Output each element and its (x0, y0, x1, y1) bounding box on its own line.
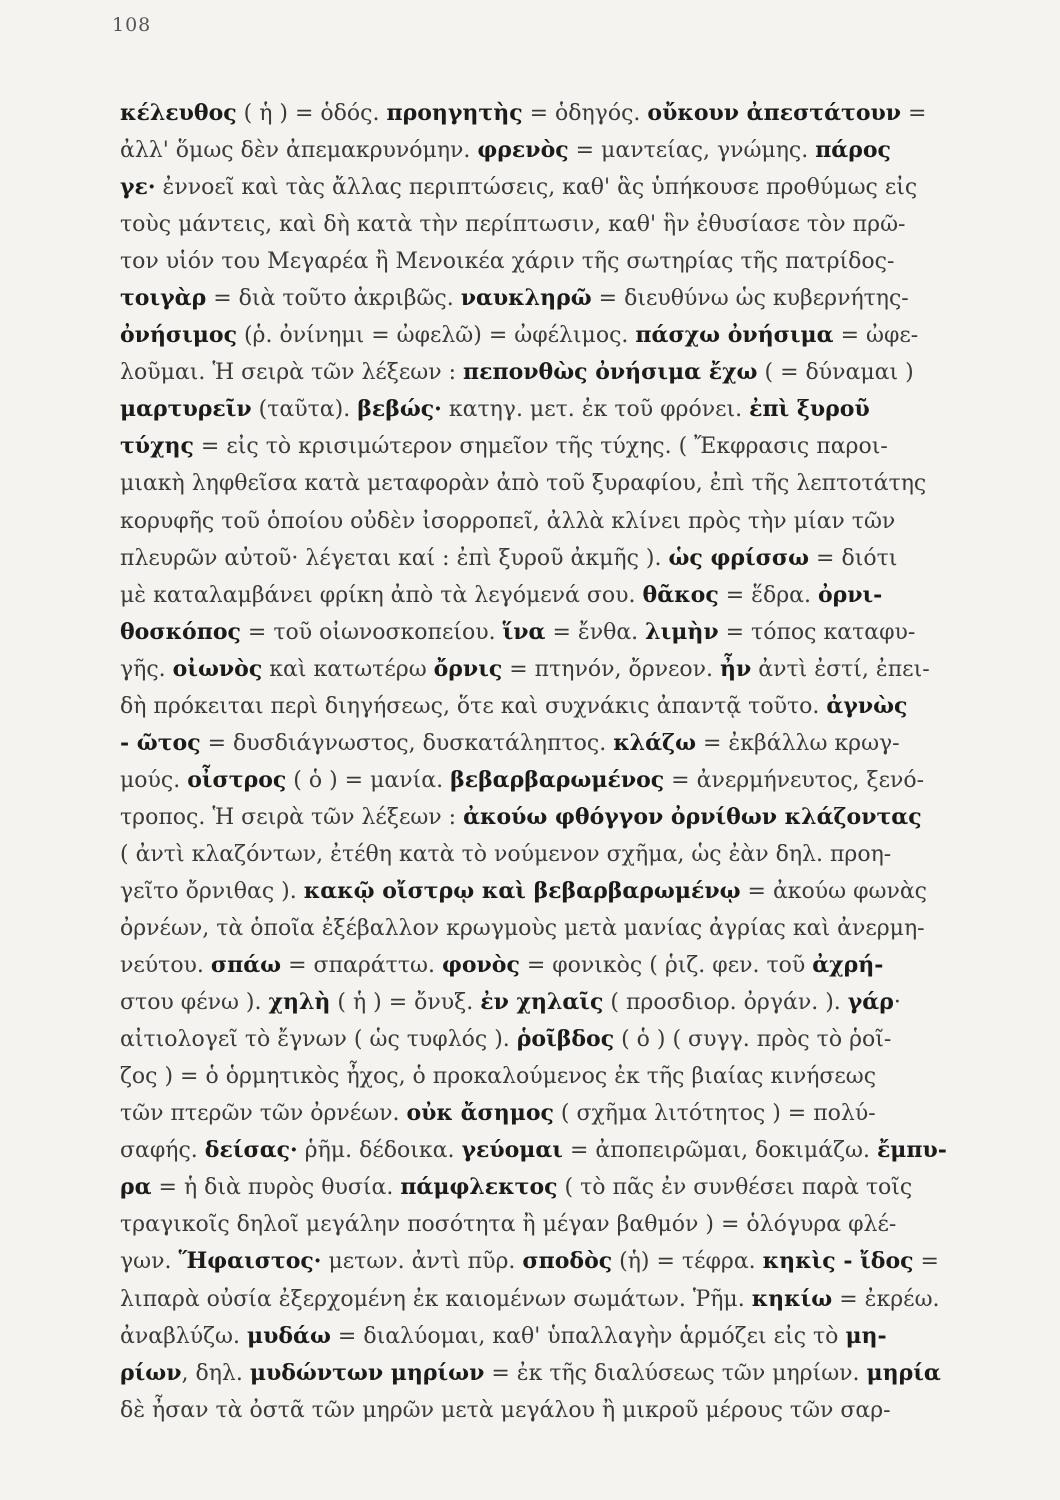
gloss-text: = ἐκρέω. (832, 1286, 940, 1312)
text-line (120, 1132, 1035, 1169)
headword: πεπονθὼς ὀνήσιμα ἔχω (463, 359, 758, 386)
gloss-text: (ταῦτα). (251, 397, 358, 423)
text-line (120, 503, 1035, 540)
headword: βεβώς· (357, 396, 442, 423)
gloss-text: = φονικὸς ( ῥιζ. φεν. τοῦ (519, 953, 813, 979)
headword: μη- (845, 1322, 887, 1349)
text-line (120, 317, 1035, 354)
gloss-text: λοῦμαι. Ἡ σειρὰ τῶν λέξεων : (120, 360, 464, 386)
headword: ὡς φρίσσω (668, 544, 810, 571)
gloss-text: τραγικοῖς δηλοῖ μεγάλην ποσότητα ἢ μέγαν βαθμόν ) = ὁλόγυρα φλέ- (120, 1212, 897, 1238)
gloss-text: κορυφῆς τοῦ ὁποίου οὐδὲν ἰσορροπεῖ, ἀλλὰ κλίνει πρὸς τὴν μίαν τῶν (120, 508, 896, 534)
headword: τοιγὰρ (120, 285, 207, 312)
gloss-text: τον υἱόν του Μεγαρέα ἢ Μενοικέα χάριν τῆς σωτηρίας τῆς πατρίδος- (120, 249, 895, 275)
gloss-text: πλευρῶν αὐτοῦ· λέγεται καί : ἐπὶ ξυροῦ ἀκμῆς ). (120, 545, 669, 571)
headword: ἀκούω φθόγγον ὀρνίθων κλάζοντας (463, 803, 922, 830)
text-line (120, 465, 1035, 502)
headword: φρενὸς (477, 137, 569, 164)
gloss-text: = διευθύνω ὡς κυβερνήτης- (591, 286, 909, 312)
gloss-text: γεῖτο ὄρνιθας ). (120, 878, 304, 904)
gloss-text: τῶν πτερῶν τῶν ὀρνέων. (120, 1101, 407, 1127)
gloss-text: = πτηνόν, ὄρνεον. (502, 656, 721, 682)
headword: οἰωνὸς (172, 655, 263, 682)
headword: ἀγνὼς (826, 692, 908, 719)
gloss-text: δὴ πρόκειται περὶ διηγήσεως, ὅτε καὶ συχνάκις ἀπαντᾷ τοῦτο. (120, 693, 827, 719)
headword: μυδώντων μηρίων (249, 1359, 485, 1386)
text-line (120, 947, 1035, 984)
headword: δείσας· (204, 1137, 298, 1164)
gloss-text: σαφής. (120, 1138, 205, 1164)
text-line (120, 540, 1035, 577)
gloss-text: μὲ καταλαμβάνει φρίκη ἀπὸ τὰ λεγόμενά σου. (120, 582, 643, 608)
headword: οὔκουν ἀπεστάτουν (647, 100, 902, 126)
gloss-text: = ὠφε- (833, 323, 919, 349)
headword: πάσχω ὀνήσιμα (635, 322, 834, 349)
gloss-text: = ὁδηγός. (522, 101, 648, 126)
gloss-text: = (901, 101, 927, 126)
headword: γε· (120, 174, 156, 201)
gloss-text: δὲ ἦσαν τὰ ὀστᾶ τῶν μηρῶν μετὰ μεγάλου ἢ μικροῦ μέρους τῶν σαρ- (120, 1397, 891, 1423)
text-line (120, 1318, 1035, 1355)
gloss-text: = ἀνερμήνευτος, ξενό- (664, 767, 925, 793)
headword: ἐν χηλαῖς (480, 989, 604, 1016)
headword: οἶστρος (187, 766, 287, 793)
gloss-text: = ἡ διὰ πυρὸς θυσία. (151, 1175, 401, 1201)
headword: κηκίω (751, 1285, 833, 1312)
gloss-text: αἰτιολογεῖ τὸ ἔγνων ( ὡς τυφλός ). (120, 1027, 517, 1053)
text-line (120, 1058, 1035, 1095)
headword: πάμφλεκτος (400, 1174, 558, 1201)
text-line (120, 1095, 1035, 1132)
headword: ἔμπυ- (876, 1137, 947, 1164)
headword: ἵνα (502, 618, 546, 645)
gloss-text: = ἐκβάλλω κρωγ- (696, 730, 900, 756)
headword: κακῷ οἴστρῳ καὶ βεβαρβαρωμένῳ (303, 877, 741, 904)
gloss-text: μιακὴ ληφθεῖσα κατὰ μεταφορὰν ἀπὸ τοῦ ξυραφίου, ἐπὶ τῆς λεπτοτάτης (120, 471, 927, 497)
gloss-text: = σπαράττω. (281, 953, 442, 979)
gloss-text: γων. (120, 1249, 179, 1275)
headword: κέλευθος (120, 100, 237, 126)
gloss-text: ( ὁ ) ( συγγ. πρὸς τὸ ῥοῖ- (614, 1027, 892, 1053)
headword: χηλὴ (268, 989, 331, 1016)
text-line (120, 1169, 1035, 1206)
headword: φονὸς (441, 952, 520, 979)
gloss-text: = δυσδιάγνωστος, δυσκατάληπτος. (200, 730, 614, 756)
headword: λιμὴν (645, 618, 719, 645)
headword: ὀρνι- (817, 581, 883, 608)
headword: οὐκ ἄσημος (406, 1100, 554, 1127)
gloss-text: ἀναβλύζω. (120, 1323, 247, 1349)
text-line (120, 243, 1035, 280)
text-line (120, 428, 1035, 465)
gloss-text: = ἔνθα. (545, 619, 646, 645)
text-line (120, 132, 1035, 169)
headword: ἦν (720, 655, 752, 682)
headword: μαρτυρεῖν (120, 396, 252, 423)
headword: θοσκόπος (120, 618, 241, 645)
gloss-text: ( = δύναμαι ) (757, 360, 914, 386)
headword: βεβαρβαρωμένος (450, 766, 665, 793)
page-number: 108 (112, 14, 152, 36)
headword: τύχης (120, 433, 194, 460)
headword: - ῶτος (120, 729, 201, 756)
headword: κηκὶς - ἴδος (762, 1248, 914, 1275)
text-line (120, 873, 1035, 910)
text-line (120, 984, 1035, 1021)
gloss-text: = τοῦ οἰωνοσκοπείου. (240, 619, 503, 645)
gloss-text: ἐννοεῖ καὶ τὰς ἄλλας περιπτώσεις, καθ' ἃς ὑπήκουσε προθύμως εἰς (155, 175, 918, 201)
text-line (120, 280, 1035, 317)
text-line (120, 1243, 1035, 1280)
gloss-text: = ἐκ τῆς διαλύσεως τῶν μηρίων. (484, 1360, 867, 1386)
gloss-text: · (893, 990, 901, 1016)
text-line (120, 688, 1035, 725)
gloss-text: (ἡ) = τέφρα. (612, 1249, 763, 1275)
gloss-text: λιπαρὰ οὐσία ἐξερχομένη ἐκ καιομένων σωμάτων. Ῥῆμ. (120, 1286, 752, 1312)
gloss-text: ( σχῆμα λιτότητος ) = πολύ- (553, 1101, 876, 1127)
text-line (120, 577, 1035, 614)
gloss-text: ῥῆμ. δέδοικα. (297, 1138, 462, 1164)
gloss-text: = ἀποπειρῶμαι, δοκιμάζω. (562, 1138, 877, 1164)
gloss-text: καὶ κατωτέρω (262, 656, 434, 682)
headword: Ἥφαιστος· (178, 1248, 322, 1275)
text-line (120, 1392, 1035, 1429)
text-line (120, 725, 1035, 762)
gloss-text: ὀρνέων, τὰ ὁποῖα ἐξέβαλλον κρωγμοὺς μετὰ μανίας ἀγρίας καὶ ἀνερμη- (120, 916, 925, 942)
headword: ὀνήσιμος (120, 322, 237, 349)
text-body (120, 95, 1035, 1429)
text-line (120, 1281, 1035, 1318)
gloss-text: μούς. (120, 767, 188, 793)
gloss-text: ( ἡ ) = ὁδός. (236, 101, 387, 126)
headword: ρα (120, 1174, 152, 1201)
gloss-text: ( ὁ ) = μανία. (286, 767, 451, 793)
headword: γάρ (847, 989, 894, 1016)
gloss-text: κατηγ. μετ. ἐκ τοῦ φρόνει. (441, 397, 750, 423)
text-line (120, 206, 1035, 243)
headword: ναυκληρῶ (460, 285, 592, 312)
headword: κλάζω (613, 729, 697, 756)
headword: σπάω (210, 952, 282, 979)
headword: μηρία (866, 1359, 941, 1386)
gloss-text: τροπος. Ἡ σειρὰ τῶν λέξεων : (120, 804, 464, 830)
gloss-text: ( ἡ ) = ὄνυξ. (330, 990, 481, 1016)
text-line (120, 836, 1035, 873)
gloss-text: , δηλ. (181, 1360, 250, 1386)
gloss-text: τοὺς μάντεις, καὶ δὴ κατὰ τὴν περίπτωσιν, καθ' ἣν ἐθυσίασε τὸν πρῶ- (120, 212, 906, 238)
headword: ὄρνις (433, 655, 503, 682)
gloss-text: ζος ) = ὁ ὁρμητικὸς ἦχος, ὁ προκαλούμενος ἐκ τῆς βιαίας κινήσεως (120, 1064, 877, 1090)
gloss-text: = (913, 1249, 939, 1275)
text-line (120, 1355, 1035, 1392)
headword: γεύομαι (461, 1137, 563, 1164)
text-line (120, 910, 1035, 947)
headword: ῥοῖβδος (516, 1026, 615, 1053)
gloss-text: στου φένω ). (120, 990, 269, 1016)
headword: ρίων (120, 1359, 182, 1386)
text-line (120, 614, 1035, 651)
text-line (120, 391, 1035, 428)
text-line (120, 1206, 1035, 1243)
gloss-text: = ἀκούω φωνὰς (740, 878, 928, 904)
text-line (120, 799, 1035, 836)
headword: ἐπὶ ξυροῦ (749, 396, 870, 423)
gloss-text: ( προσδιορ. ὀργάν. ). (603, 990, 848, 1016)
headword: σποδὸς (522, 1248, 613, 1275)
headword: πάρος (815, 137, 891, 164)
gloss-text: ( ἀντὶ κλαζόντων, ἐτέθη κατὰ τὸ νούμενον σχῆμα, ὡς ἐὰν δηλ. προη- (120, 841, 892, 867)
gloss-text: ἀντὶ ἐστί, ἐπει- (751, 656, 930, 682)
headword: μυδάω (246, 1322, 331, 1349)
gloss-text: = μαντείας, γνώμης. (568, 138, 816, 164)
gloss-text: νεύτου. (120, 953, 211, 979)
gloss-text: = διαλύομαι, καθ' ὑπαλλαγὴν ἁρμόζει εἰς τὸ (330, 1323, 846, 1349)
text-line (120, 95, 1035, 132)
gloss-text: = εἰς τὸ κρισιμώτερον σημεῖον τῆς τύχης. ( Ἔκφρασις παροι- (193, 434, 888, 460)
headword: ἀχρή- (812, 952, 884, 979)
gloss-text: γῆς. (120, 656, 173, 682)
gloss-text: ( τὸ πᾶς ἐν συνθέσει παρὰ τοῖς (557, 1175, 913, 1201)
text-line (120, 354, 1035, 391)
gloss-text: = τόπος καταφυ- (718, 619, 916, 645)
text-line (120, 651, 1035, 688)
gloss-text: = διὰ τοῦτο ἀκριβῶς. (206, 286, 461, 312)
gloss-text: (ῥ. ὀνίνημι = ὠφελῶ) = ὠφέλιμος. (236, 323, 636, 349)
headword: θᾶκος (642, 581, 719, 608)
gloss-text: μετων. ἀντὶ πῦρ. (321, 1249, 523, 1275)
text-line (120, 1021, 1035, 1058)
text-line (120, 169, 1035, 206)
text-line (120, 762, 1035, 799)
gloss-text: ἀλλ' ὅμως δὲν ἀπεμακρυνόμην. (120, 138, 478, 164)
gloss-text: = διότι (809, 545, 898, 571)
headword: προηγητὴς (386, 100, 523, 126)
gloss-text: = ἕδρα. (718, 582, 818, 608)
